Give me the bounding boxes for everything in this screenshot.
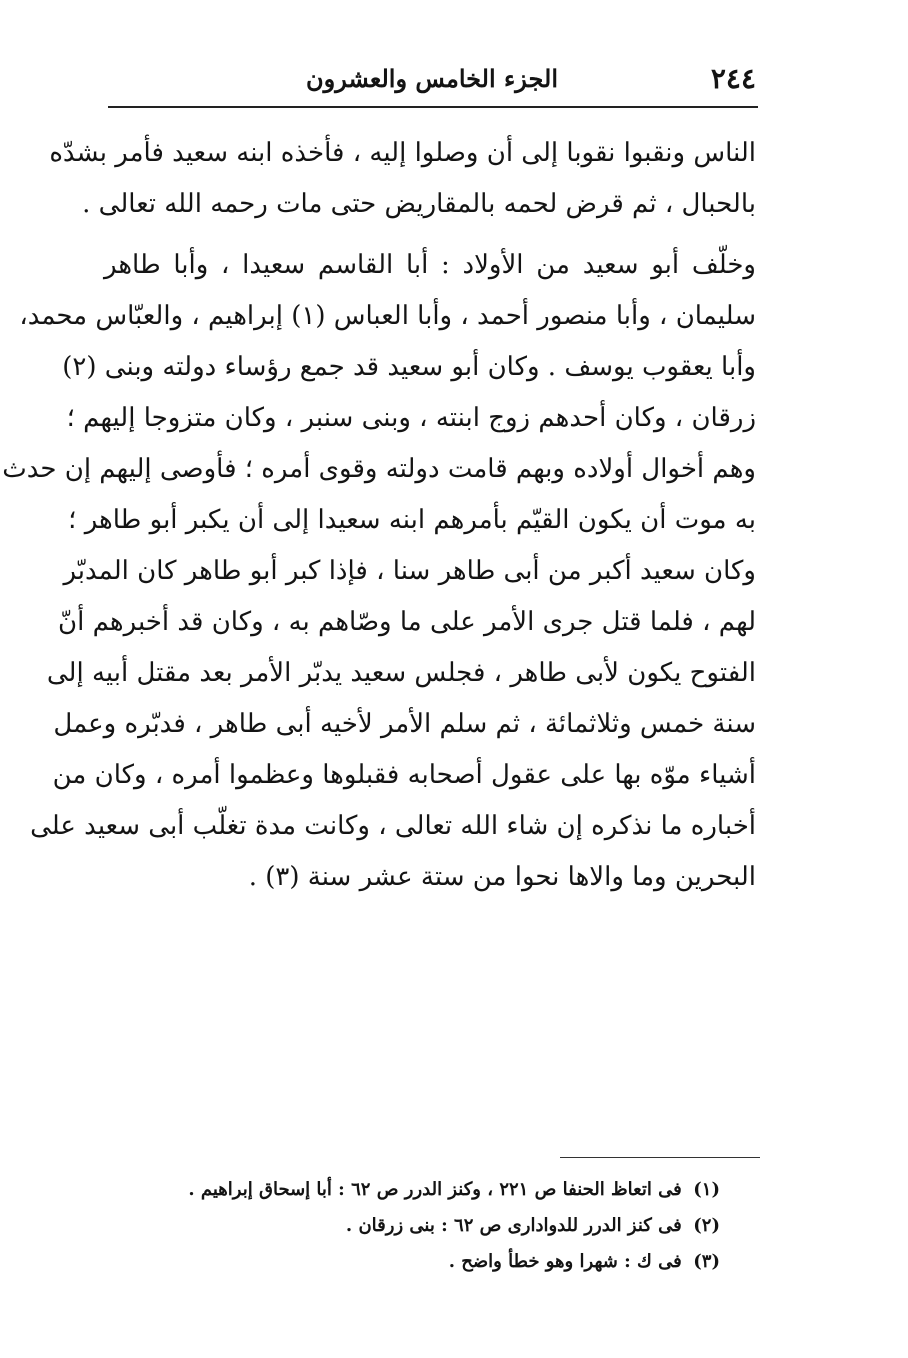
text-line: الفتوح يكون لأبى طاهر ، فجلس سعيد يدبّر الأمر بعد مقتل أبيه إلى [46, 658, 756, 688]
text-line: البحرين وما والاها نحوا من ستة عشر سنة (٣) . [248, 862, 756, 892]
text-line: به موت أن يكون القيّم بأمرهم ابنه سعيدا إلى أن يكبر أبو طاهر ؛ [68, 505, 756, 535]
footnote-text: فى كنز الدرر للدوادارى ص ٦٢ : بنى زرقان . [345, 1215, 682, 1236]
text-line: وكان سعيد أكبر من أبى طاهر سنا ، فإذا كبر أبو طاهر كان المدبّر [63, 556, 756, 586]
text-line: أشياء موّه بها على عقول أصحابه فقبلوها وعظموا أمره ، وكان من [52, 760, 756, 790]
footnote [200, 1244, 720, 1280]
text-line: سنة خمس وثلاثمائة ، ثم سلم الأمر لأخيه أبى طاهر ، فدبّره وعمل [53, 709, 756, 739]
footnote-number: (٣) [693, 1251, 720, 1272]
paragraph-gap [104, 230, 756, 240]
page-number: ٢٤٤ [710, 62, 756, 95]
text-line: وخلّف أبو سعيد من الأولاد : أبا القاسم سعيدا ، وأبا طاهر [104, 250, 756, 280]
text-line: زرقان ، وكان أحدهم زوج ابنته ، وبنى سنبر ، وكان متزوجا إليهم ؛ [66, 403, 756, 433]
main-text [2, 128, 756, 903]
text-line: لهم ، فلما قتل جرى الأمر على ما وصّاهم به ، وكان قد أخبرهم أنّ [58, 607, 756, 637]
footnote-text: فى ك : شهرا وهو خطأ واضح . [448, 1251, 682, 1272]
text-line: بالحبال ، ثم قرض لحمه بالمقاريض حتى مات رحمه الله تعالى . [82, 189, 756, 219]
footnotes [188, 1172, 720, 1280]
text-line: سليمان ، وأبا منصور أحمد ، وأبا العباس (١) إبراهيم ، والعبّاس محمد، [19, 301, 756, 331]
footnote-number: (٢) [693, 1215, 720, 1236]
header-rule [108, 106, 758, 108]
text-line: الناس ونقبوا نقوبا إلى أن وصلوا إليه ، فأخذه ابنه سعيد فأمر بشدّه [49, 138, 756, 168]
running-title: الجزء الخامس والعشرون [306, 64, 558, 93]
footnote-number: (١) [693, 1179, 720, 1200]
footnote-rule [560, 1157, 760, 1158]
text-line: أخباره ما نذكره إن شاء الله تعالى ، وكانت مدة تغلّب أبى سعيد على [30, 811, 756, 841]
text-line: وأبا يعقوب يوسف . وكان أبو سعيد قد جمع رؤساء دولته وبنى (٢) [62, 352, 756, 382]
footnote [200, 1208, 720, 1244]
text-line: وهم أخوال أولاده وبهم قامت دولته وقوى أمره ؛ فأوصى إليهم إن حدث [2, 454, 756, 484]
footnote-text: فى اتعاظ الحنفا ص ٢٢١ ، وكنز الدرر ص ٦٢ : أبا إسحاق إبراهيم . [188, 1179, 682, 1200]
page-header [108, 62, 756, 102]
footnote [188, 1172, 720, 1208]
